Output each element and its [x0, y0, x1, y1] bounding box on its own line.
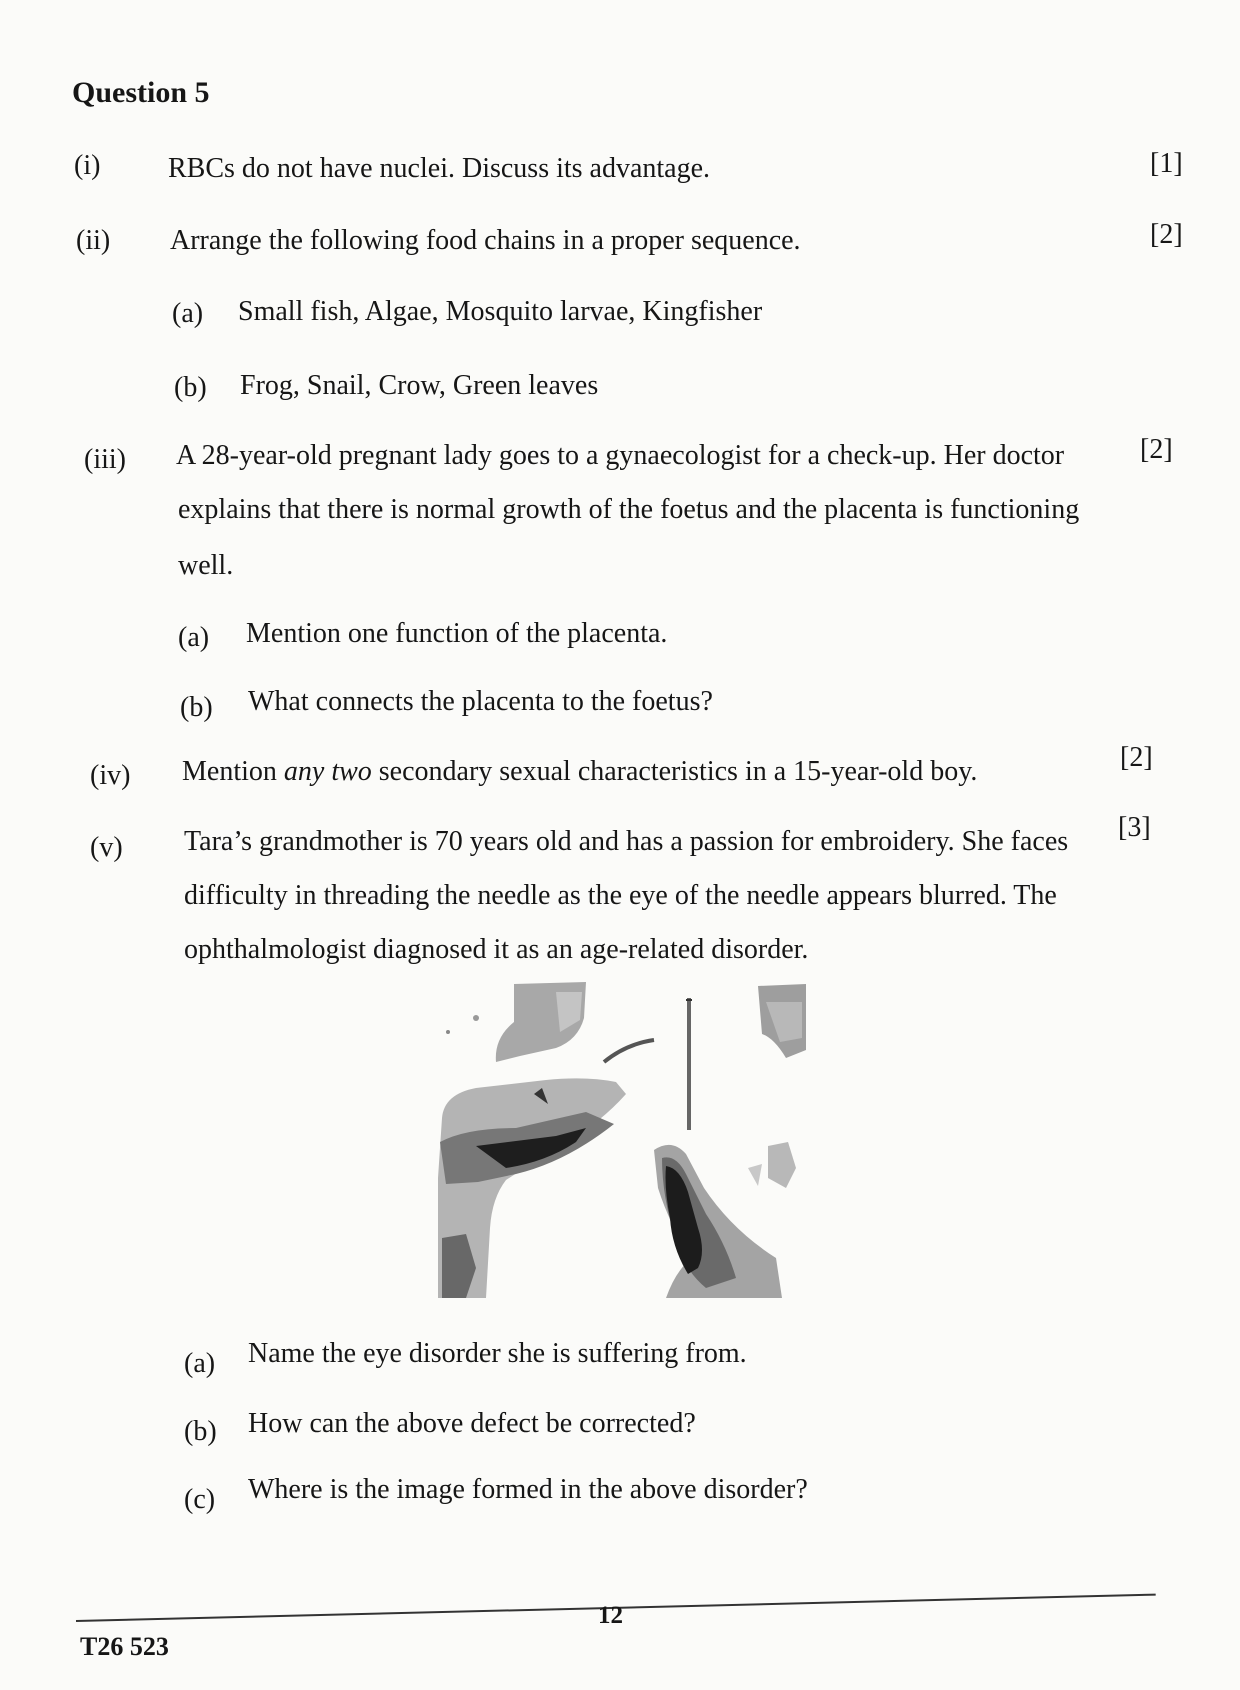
page-number: 12: [598, 1602, 623, 1629]
paper-code: T26 523: [80, 1632, 169, 1661]
item-i-marks: [1]: [1150, 148, 1183, 179]
item-v-c-text: Where is the image formed in the above disorder?: [248, 1474, 808, 1505]
item-ii-a-text: Small fish, Algae, Mosquito larvae, Kingfisher: [238, 296, 763, 327]
item-iii-line3: well.: [178, 550, 234, 581]
item-iii-b-label: (b): [180, 692, 213, 723]
item-iii-number: (iii): [84, 444, 126, 475]
item-iv-text-before: Mention: [182, 756, 284, 787]
item-v-a-label: (a): [184, 1348, 216, 1379]
item-iii-marks: [2]: [1140, 434, 1173, 465]
item-ii-b-text: Frog, Snail, Crow, Green leaves: [240, 370, 599, 401]
item-v-line3: ophthalmologist diagnosed it as an age-related disorder.: [184, 934, 809, 965]
item-v-b-text: How can the above defect be corrected?: [248, 1408, 696, 1439]
item-iv-text: [182, 756, 977, 788]
item-iii-a-text: Mention one function of the placenta.: [246, 618, 668, 649]
item-v-marks: [3]: [1118, 812, 1151, 843]
item-i-number: (i): [74, 150, 101, 181]
item-i-text: RBCs do not have nuclei. Discuss its advantage.: [168, 153, 711, 184]
item-iv-marks: [2]: [1120, 742, 1153, 773]
item-v-line1: Tara’s grandmother is 70 years old and has a passion for embroidery. She faces: [184, 826, 1069, 857]
item-iv-text-italic: any two: [283, 756, 372, 787]
item-v-number: (v): [90, 832, 123, 863]
item-ii-marks: [2]: [1150, 219, 1183, 250]
item-ii-a-label: (a): [172, 298, 204, 329]
item-ii-number: (ii): [76, 225, 111, 256]
item-v-a-text: Name the eye disorder she is suffering from.: [248, 1338, 747, 1369]
item-iv-text-after: secondary sexual characteristics in a 15-year-old boy.: [371, 756, 978, 787]
item-ii-b-label: (b): [174, 372, 207, 403]
item-iii-a-label: (a): [178, 622, 210, 653]
item-iii-b-text: What connects the placenta to the foetus?: [248, 686, 713, 717]
item-iii-line1: A 28-year-old pregnant lady goes to a gynaecologist for a check-up. Her doctor: [176, 440, 1065, 471]
item-iii-line2: explains that there is normal growth of the foetus and the placenta is functioning: [178, 494, 1080, 525]
blurred-needle-illustration: [436, 978, 806, 1298]
item-v-c-label: (c): [184, 1484, 216, 1515]
item-v-b-label: (b): [184, 1416, 217, 1447]
question-title: Question 5: [72, 76, 210, 109]
item-ii-text: Arrange the following food chains in a proper sequence.: [170, 225, 801, 256]
item-iv-number: (iv): [90, 760, 131, 791]
item-v-line2: difficulty in threading the needle as the eye of the needle appears blurred. The: [184, 880, 1057, 911]
